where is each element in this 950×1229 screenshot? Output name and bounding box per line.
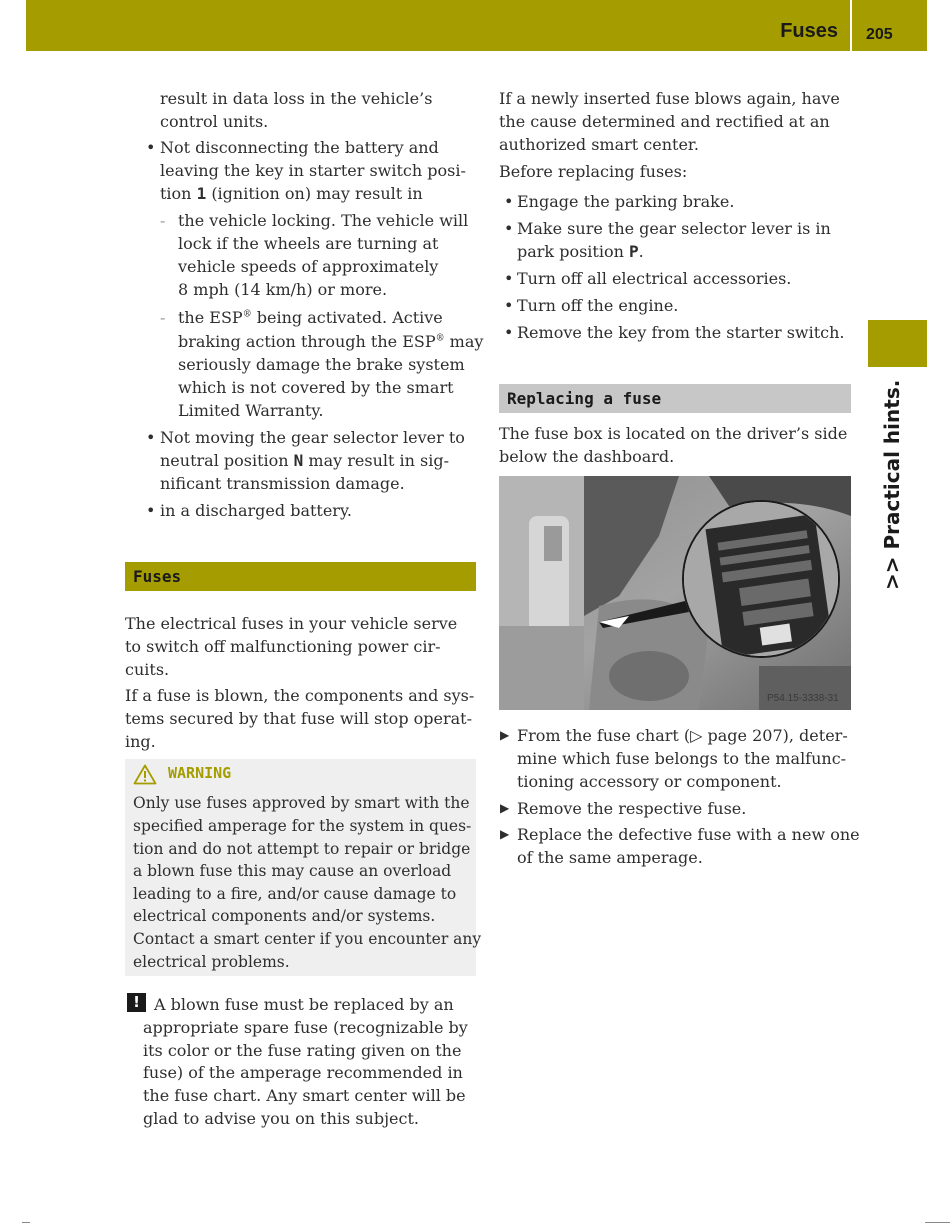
step-arrow-icon: ▶: [500, 728, 510, 742]
page-number: 205: [866, 26, 893, 43]
text-line: Engage the parking brake.: [517, 192, 735, 211]
warning-line: leading to a fire, and/or cause damage to: [133, 885, 457, 903]
bullet-marker: •: [504, 296, 514, 315]
gear-position-label: N: [293, 451, 304, 470]
warning-label: WARNING: [168, 764, 232, 782]
section-heading-fuses: Fuses: [125, 562, 476, 591]
exclamation-icon: !: [127, 993, 146, 1012]
warning-line: electrical components and/or systems.: [133, 907, 436, 925]
warning-triangle-icon: [133, 764, 157, 785]
text-line: nificant transmission damage.: [160, 474, 405, 493]
side-tab-label: >> Practical hints.: [880, 379, 904, 590]
text-line: Turn off all electrical accessories.: [517, 269, 792, 288]
note-line: A blown fuse must be replaced by an: [154, 995, 454, 1014]
bullet-marker: •: [146, 138, 156, 157]
section-heading-replacing-fuse: Replacing a fuse: [499, 384, 851, 413]
text-line: ing.: [125, 732, 156, 751]
text-line: If a newly inserted fuse blows again, have: [499, 89, 840, 108]
text-line: 8 mph (14 km/h) or more.: [178, 280, 388, 299]
fuse-box-photo: [499, 476, 851, 710]
text-line: tioning accessory or component.: [517, 772, 782, 791]
note-line: its color or the fuse rating given on the: [143, 1041, 462, 1060]
note-line: appropriate spare fuse (recognizable by: [143, 1018, 468, 1037]
park-position-label: P: [628, 242, 639, 261]
text-line: the cause determined and rectified at an: [499, 112, 830, 131]
text-line: of the same amperage.: [517, 848, 703, 867]
note-line: glad to advise you on this subject.: [143, 1109, 419, 1128]
text-line: The electrical fuses in your vehicle serve: [125, 614, 458, 633]
text-line: Remove the respective fuse.: [517, 799, 747, 818]
text-line: which is not covered by the smart: [178, 378, 454, 397]
text-line: Not disconnecting the battery and: [160, 138, 439, 157]
dash-marker: -: [160, 211, 166, 230]
page-title: Fuses: [780, 20, 838, 42]
text-line: result in data loss in the vehicle’s: [160, 89, 433, 108]
warning-line: specified amperage for the system in ques-: [133, 817, 472, 835]
text-line: the ESP® being activated. Active: [178, 308, 443, 327]
warning-line: electrical problems.: [133, 953, 290, 971]
text-line: Turn off the engine.: [517, 296, 679, 315]
text-line: braking action through the ESP® may: [178, 332, 484, 351]
text-line: seriously damage the brake system: [178, 355, 465, 374]
bullet-marker: •: [504, 323, 514, 342]
text-line: Before replacing fuses:: [499, 162, 688, 181]
photo-reference-code: P54.15-3338-31: [767, 693, 839, 704]
text-line: control units.: [160, 112, 269, 131]
warning-line: a blown fuse this may cause an overload: [133, 862, 452, 880]
text-line: The fuse box is located on the driver’s side: [499, 424, 848, 443]
bullet-marker: •: [504, 219, 514, 238]
text-line: Limited Warranty.: [178, 401, 324, 420]
side-tab-block: [868, 320, 927, 367]
warning-line: tion and do not attempt to repair or bridge: [133, 840, 471, 858]
bullet-marker: •: [504, 269, 514, 288]
bullet-marker: •: [504, 192, 514, 211]
text-line: Not moving the gear selector lever to: [160, 428, 465, 447]
step-arrow-icon: ▶: [500, 827, 510, 841]
note-line: fuse) of the amperage recommended in: [143, 1063, 463, 1082]
text-line: authorized smart center.: [499, 135, 699, 154]
key-position-label: 1: [196, 184, 207, 203]
step-arrow-icon: ▶: [500, 801, 510, 815]
text-line: mine which fuse belongs to the malfunc-: [517, 749, 847, 768]
text-line: tion 1 (ignition on) may result in: [160, 184, 423, 203]
dash-marker: -: [160, 308, 166, 327]
text-line: tems secured by that fuse will stop operat-: [125, 709, 473, 728]
warning-line: Only use fuses approved by smart with the: [133, 794, 470, 812]
text-line: park position P.: [517, 242, 644, 261]
text-line: below the dashboard.: [499, 447, 675, 466]
crop-mark: [22, 1222, 30, 1223]
text-line: Make sure the gear selector lever is in: [517, 219, 831, 238]
note-line: the fuse chart. Any smart center will be: [143, 1086, 466, 1105]
text-line: cuits.: [125, 660, 170, 679]
text-line: lock if the wheels are turning at: [178, 234, 439, 253]
text-line: Replace the defective fuse with a new one: [517, 825, 860, 844]
text-line: vehicle speeds of approximately: [178, 257, 439, 276]
text-line: leaving the key in starter switch posi-: [160, 161, 466, 180]
text-line: neutral position N may result in sig-: [160, 451, 449, 470]
text-line: the vehicle locking. The vehicle will: [178, 211, 469, 230]
text-line: to switch off malfunctioning power cir-: [125, 637, 441, 656]
text-line: From the fuse chart (▷ page 207), deter-: [517, 726, 848, 745]
text-line: If a fuse is blown, the components and sys-: [125, 686, 475, 705]
crop-mark: [925, 1222, 950, 1223]
bullet-marker: •: [146, 428, 156, 447]
text-line: in a discharged battery.: [160, 501, 352, 520]
warning-line: Contact a smart center if you encounter any: [133, 930, 482, 948]
text-line: Remove the key from the starter switch.: [517, 323, 845, 342]
header-divider: [850, 0, 852, 51]
bullet-marker: •: [146, 501, 156, 520]
